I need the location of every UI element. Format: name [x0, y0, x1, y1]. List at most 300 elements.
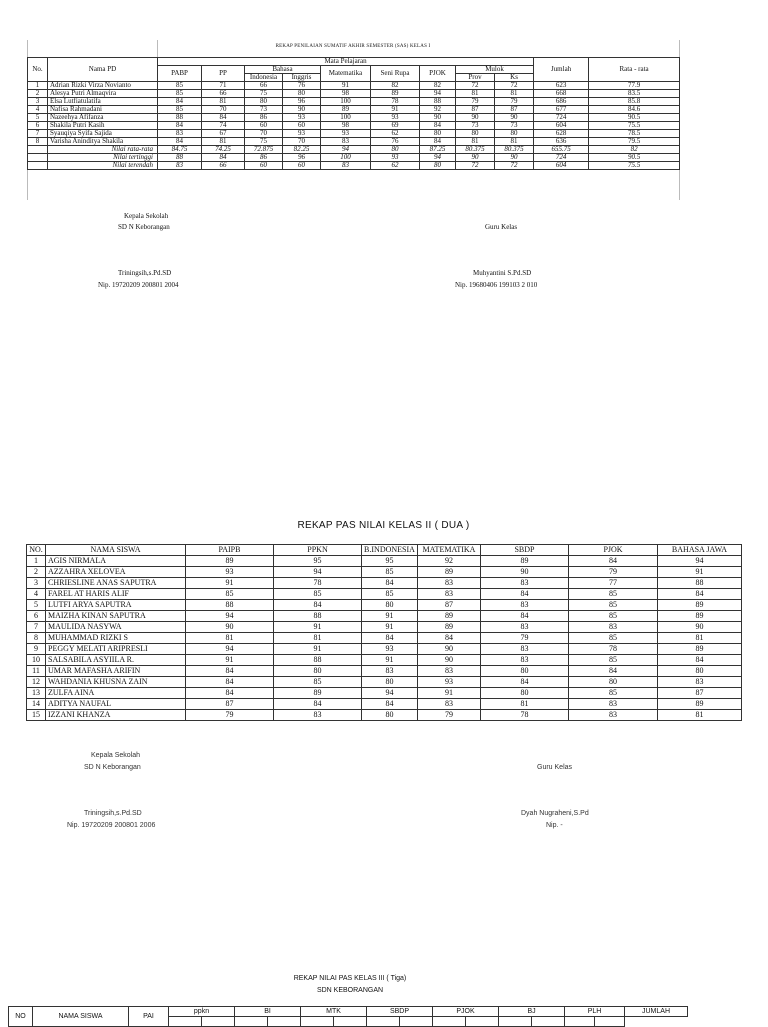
table-cell: 14 [27, 699, 46, 710]
table-cell: 84 [481, 589, 569, 600]
table-cell: 79 [186, 710, 274, 721]
sheet2-guru-nip: Nip. - [546, 822, 563, 829]
sheet1-title: REKAP PENILAIAN SUMATIF AKHIR SEMESTER (SAS) KELAS I [275, 44, 431, 49]
table-cell: 94 [362, 688, 418, 699]
table-cell: 80 [495, 130, 534, 138]
table-cell: 84 [481, 611, 569, 622]
col-ks: Ks [495, 74, 534, 82]
table-cell: 90 [283, 106, 321, 114]
table-row [27, 677, 742, 688]
table-cell: 83 [158, 162, 202, 170]
student-name-cell: AGIS NIRMALA [46, 556, 186, 567]
table-cell: 90 [456, 154, 495, 162]
table-cell: 87 [186, 699, 274, 710]
table-cell: 93 [283, 130, 321, 138]
table-cell: 83 [481, 655, 569, 666]
table-row [27, 710, 742, 721]
table-cell: 668 [534, 90, 589, 98]
table-cell: 5 [28, 114, 48, 122]
table-cell: 636 [534, 138, 589, 146]
table-cell: 89 [186, 556, 274, 567]
table-cell: 89 [418, 622, 481, 633]
student-name-cell: ADITYA NAUFAL [46, 699, 186, 710]
table-cell: 96 [283, 154, 321, 162]
column-header: PJOK [569, 545, 658, 556]
table-cell: 93 [371, 114, 420, 122]
table-cell: 75 [245, 90, 283, 98]
col-ppkn: ppkn [169, 1007, 235, 1017]
table-cell: 85 [186, 589, 274, 600]
table-cell: 83 [481, 644, 569, 655]
table-row [28, 122, 680, 130]
table-cell: 93 [371, 154, 420, 162]
table-cell: 80 [362, 600, 418, 611]
table-cell: 85 [274, 589, 362, 600]
table-row [27, 644, 742, 655]
table-cell: 83 [569, 699, 658, 710]
table-cell: 89 [371, 90, 420, 98]
table-cell: 89 [274, 688, 362, 699]
table-cell: 9 [27, 644, 46, 655]
table-cell: 91 [362, 611, 418, 622]
col-inggris: Inggris [283, 74, 321, 82]
table-row [28, 90, 680, 98]
table-cell: 79 [481, 633, 569, 644]
table-cell: 84.6 [589, 106, 680, 114]
table-cell: 83 [321, 162, 371, 170]
table-cell: 80 [362, 710, 418, 721]
col-senirupa: Seni Rupa [371, 66, 420, 82]
table-cell: 75 [245, 138, 283, 146]
summary-row [28, 154, 680, 162]
table-cell: 84 [274, 699, 362, 710]
table-cell: 85.8 [589, 98, 680, 106]
table-cell: 84 [158, 98, 202, 106]
table-row [27, 556, 742, 567]
table-cell: 89 [321, 106, 371, 114]
table-cell: 623 [534, 82, 589, 90]
table-cell: 80 [371, 146, 420, 154]
table-cell: 94 [186, 611, 274, 622]
table-row [28, 138, 680, 146]
table-cell: 70 [245, 130, 283, 138]
table-cell: 85 [158, 90, 202, 98]
table-cell: 81 [658, 633, 742, 644]
table-row [27, 600, 742, 611]
table-cell: 72.875 [245, 146, 283, 154]
table-cell: 86 [245, 154, 283, 162]
table-cell: 88 [274, 655, 362, 666]
table-cell: 80.375 [495, 146, 534, 154]
summary-row [28, 146, 680, 154]
col-mulok: Mulok [456, 66, 534, 74]
col-jumlah: JUMLAH [625, 1007, 688, 1017]
col-pai: PAI [129, 1007, 169, 1027]
table-cell: 604 [534, 122, 589, 130]
sheet2-guru-name: Dyah Nugraheni,S.Pd [521, 810, 589, 817]
table-cell: 7 [28, 130, 48, 138]
table-cell: 90 [495, 154, 534, 162]
table-row [27, 567, 742, 578]
subcell [532, 1017, 565, 1027]
table-cell: 80 [569, 677, 658, 688]
col-bj: BJ [499, 1007, 565, 1017]
student-name-cell: AZZAHRA XELOVEA [46, 567, 186, 578]
table-cell: 84 [202, 114, 245, 122]
table-cell: 81 [658, 710, 742, 721]
table-cell: 85 [362, 589, 418, 600]
table-cell: 724 [534, 114, 589, 122]
table-cell: 81 [495, 138, 534, 146]
table-cell: 91 [362, 622, 418, 633]
table-cell: 84.75 [158, 146, 202, 154]
sheet1-kepala-nip: Nip. 19720209 200801 2004 [98, 281, 179, 289]
col-mtk: Matematika [321, 66, 371, 82]
table-cell: 60 [283, 122, 321, 130]
table-cell: 91 [658, 567, 742, 578]
table-cell: 85 [569, 600, 658, 611]
table-cell: 628 [534, 130, 589, 138]
sheet2-kepala-nip: Nip. 19720209 200801 2006 [67, 822, 156, 829]
table-cell: 80 [420, 162, 456, 170]
sheet1-kepala-name: Triningsih,s.Pd.SD [118, 269, 172, 277]
table-cell: 90.5 [589, 114, 680, 122]
column-header: BAHASA JAWA [658, 545, 742, 556]
table-cell: 87.25 [420, 146, 456, 154]
table-cell: 90 [186, 622, 274, 633]
col-indo: Indonesia [245, 74, 283, 82]
table-cell: 84 [569, 556, 658, 567]
table-cell: 81 [456, 90, 495, 98]
table-cell: 84 [186, 677, 274, 688]
table-cell: 83 [418, 666, 481, 677]
table-cell [28, 154, 48, 162]
table-row [27, 578, 742, 589]
table-cell: 91 [321, 82, 371, 90]
table-cell: 6 [27, 611, 46, 622]
sheet2-school: SD N Keborangan [84, 764, 141, 771]
table-cell: 72 [456, 82, 495, 90]
table-cell: 85 [158, 106, 202, 114]
table-cell: 91 [186, 655, 274, 666]
col-pjok: PJOK [433, 1007, 499, 1017]
subcell [334, 1017, 367, 1027]
table-cell: 604 [534, 162, 589, 170]
sheet2-kepala-name: Triningsih,s.Pd.SD [84, 810, 142, 817]
subcell [301, 1017, 334, 1027]
table-cell: 83 [569, 622, 658, 633]
table-cell: 90 [495, 114, 534, 122]
table-cell: 85 [362, 567, 418, 578]
table-cell: 100 [321, 114, 371, 122]
table-cell: 83 [274, 710, 362, 721]
subcell [499, 1017, 532, 1027]
table-cell: 83 [362, 666, 418, 677]
table-row [27, 666, 742, 677]
table-cell: 677 [534, 106, 589, 114]
sheet2-guru-label: Guru Kelas [537, 764, 573, 771]
table-cell: 724 [534, 154, 589, 162]
table-cell: 11 [27, 666, 46, 677]
table-cell: 84 [202, 154, 245, 162]
table-cell: 87 [418, 600, 481, 611]
table-cell: 73 [245, 106, 283, 114]
subcell [202, 1017, 235, 1027]
table-cell: 71 [202, 82, 245, 90]
table-cell: 94 [658, 556, 742, 567]
table-cell: 100 [321, 98, 371, 106]
subcell [235, 1017, 268, 1027]
col-pabp: PABP [158, 66, 202, 82]
table-cell: 78.5 [589, 130, 680, 138]
student-name-cell: WAHDANIA KHUSNA ZAIN [46, 677, 186, 688]
table-cell: 15 [27, 710, 46, 721]
table-cell: 69 [371, 122, 420, 130]
table-cell: 60 [245, 122, 283, 130]
table-cell: 91 [274, 622, 362, 633]
student-name-cell: Nafisa Rahmadani [48, 106, 158, 114]
column-header: PAIPB [186, 545, 274, 556]
sheet3-title: REKAP NILAI PAS KELAS III ( Tiga) [293, 975, 407, 982]
student-name-cell: Adrian Rizki Virza Novianto [48, 82, 158, 90]
table-cell: 84 [274, 600, 362, 611]
table-cell [28, 162, 48, 170]
table-row [27, 611, 742, 622]
table-row [27, 688, 742, 699]
table-cell: 79.5 [589, 138, 680, 146]
table-cell: 85 [569, 611, 658, 622]
sheet1-school: SD N Keborangan [118, 223, 170, 231]
table-cell: 79 [418, 710, 481, 721]
table-cell: 96 [283, 98, 321, 106]
table-cell: 90 [420, 114, 456, 122]
table-cell: 94 [186, 644, 274, 655]
student-name-cell: MAIZHA KINAN SAPUTRA [46, 611, 186, 622]
table-cell: 3 [28, 98, 48, 106]
table-cell: 89 [658, 600, 742, 611]
table-row [28, 98, 680, 106]
table-cell: 88 [420, 98, 456, 106]
col-no: NO [9, 1007, 33, 1027]
table-cell: 78 [274, 578, 362, 589]
table-cell: 90 [481, 567, 569, 578]
table-cell: 94 [274, 567, 362, 578]
table-cell: 8 [27, 633, 46, 644]
sheet2-title: REKAP PAS NILAI KELAS II ( DUA ) [297, 520, 470, 531]
table-cell: 75.5 [589, 162, 680, 170]
subcell [433, 1017, 466, 1027]
table-row [28, 130, 680, 138]
table-cell: 66 [202, 162, 245, 170]
table-cell: 83.5 [589, 90, 680, 98]
table-cell: 78 [371, 98, 420, 106]
student-name-cell: PEGGY MELATI ARIPRESLI [46, 644, 186, 655]
table-cell: 87 [456, 106, 495, 114]
table-cell: 82 [589, 146, 680, 154]
table-cell: 85 [569, 655, 658, 666]
col-jumlah: Jumlah [534, 58, 589, 82]
column-header: B.INDONESIA [362, 545, 418, 556]
sheet1-guru-label: Guru Kelas [485, 223, 518, 231]
table-cell: 95 [274, 556, 362, 567]
table-cell: 84 [362, 578, 418, 589]
table-cell: 88 [158, 154, 202, 162]
table-cell: 82 [371, 82, 420, 90]
table-cell: 84 [186, 688, 274, 699]
table-cell: 62 [371, 130, 420, 138]
sheet2-body [27, 556, 742, 721]
table-row [27, 622, 742, 633]
summary-row [28, 162, 680, 170]
table-cell: 90 [456, 114, 495, 122]
table-cell: 74.25 [202, 146, 245, 154]
table-cell: 79 [495, 98, 534, 106]
col-mapel: Mata Pelajaran [158, 58, 534, 66]
sheet3-school: SDN KEBORANGAN [316, 987, 384, 994]
table-cell: 83 [658, 677, 742, 688]
table-cell: 62 [371, 162, 420, 170]
table-cell: 81 [202, 138, 245, 146]
col-pjok: PJOK [420, 66, 456, 82]
table-cell: 98 [321, 122, 371, 130]
table-row [27, 589, 742, 600]
student-name-cell: Shakila Putri Kasih [48, 122, 158, 130]
student-name-cell: MUHAMMAD RIZKI S [46, 633, 186, 644]
col-bi: BI [235, 1007, 301, 1017]
table-cell: 60 [245, 162, 283, 170]
table-cell: 79 [456, 98, 495, 106]
student-name-cell: Varisha Aninditya Shakila [48, 138, 158, 146]
col-rata: Rata - rata [589, 58, 680, 82]
col-no: No. [28, 58, 48, 82]
student-name-cell: ZULFA AINA [46, 688, 186, 699]
table-cell: 84 [158, 138, 202, 146]
table-cell: 81 [481, 699, 569, 710]
sheet1-body [28, 82, 680, 170]
table-cell: 95 [362, 556, 418, 567]
table-cell: 80 [362, 677, 418, 688]
table-cell: 80 [245, 98, 283, 106]
table-cell: 83 [418, 699, 481, 710]
table-cell: 75.5 [589, 122, 680, 130]
table-cell: 78 [481, 710, 569, 721]
table-cell: 81 [456, 138, 495, 146]
student-name-cell: UMAR MAFASHA ARIFIN [46, 666, 186, 677]
table-cell: 4 [27, 589, 46, 600]
table-cell: 87 [495, 106, 534, 114]
table-cell: 80 [658, 666, 742, 677]
table-cell: 83 [418, 578, 481, 589]
table-cell [28, 146, 48, 154]
sheet1-kepala-label: Kepala Sekolah [124, 212, 169, 220]
column-header: SBDP [481, 545, 569, 556]
table-cell: 70 [283, 138, 321, 146]
sheet2-header-row [27, 545, 742, 556]
table-cell: 5 [27, 600, 46, 611]
subcell [466, 1017, 499, 1027]
table-cell: 80 [420, 130, 456, 138]
table-cell: 655.75 [534, 146, 589, 154]
sheet2-table [26, 544, 742, 721]
table-cell: 72 [495, 82, 534, 90]
subcell [367, 1017, 400, 1027]
table-cell: 91 [362, 655, 418, 666]
table-cell: 80 [274, 666, 362, 677]
col-name: NAMA SISWA [33, 1007, 129, 1027]
table-cell: 89 [418, 611, 481, 622]
table-cell: 80 [283, 90, 321, 98]
table-cell: 13 [27, 688, 46, 699]
table-cell: 84 [158, 122, 202, 130]
table-cell: 93 [283, 114, 321, 122]
table-cell: 84 [481, 677, 569, 688]
table-cell: 80 [456, 130, 495, 138]
table-cell: 84 [658, 655, 742, 666]
table-cell: 73 [495, 122, 534, 130]
table-cell: 94 [420, 154, 456, 162]
student-name-cell: Elsa Lutfiatulatifa [48, 98, 158, 106]
student-name-cell: LUTFI ARYA SAPUTRA [46, 600, 186, 611]
col-prov: Prov [456, 74, 495, 82]
table-cell: 85 [569, 688, 658, 699]
table-cell: 72 [456, 162, 495, 170]
table-cell: 92 [420, 106, 456, 114]
table-cell: 2 [28, 90, 48, 98]
table-cell: 73 [456, 122, 495, 130]
table-cell: 83 [569, 710, 658, 721]
table-cell: 84 [658, 589, 742, 600]
table-cell: 6 [28, 122, 48, 130]
table-cell: 91 [371, 106, 420, 114]
table-cell: 85 [569, 589, 658, 600]
col-sbdp: SBDP [367, 1007, 433, 1017]
summary-label: Nilai rata-rata [48, 146, 158, 154]
subcell [169, 1017, 202, 1027]
student-name-cell: Nazeehya Afifanza [48, 114, 158, 122]
col-plh: PLH [565, 1007, 625, 1017]
table-cell: 89 [658, 699, 742, 710]
table-cell: 77 [569, 578, 658, 589]
table-cell: 85 [274, 677, 362, 688]
table-cell: 94 [321, 146, 371, 154]
table-cell: 77.9 [589, 82, 680, 90]
table-cell: 2 [27, 567, 46, 578]
table-cell: 81 [274, 633, 362, 644]
table-cell: 7 [27, 622, 46, 633]
table-cell: 60 [283, 162, 321, 170]
table-cell: 80.375 [456, 146, 495, 154]
table-cell: 87 [658, 688, 742, 699]
table-cell: 91 [418, 688, 481, 699]
column-header: MATEMATIKA [418, 545, 481, 556]
column-header: NAMA SISWA [46, 545, 186, 556]
summary-label: Nilai terendah [48, 162, 158, 170]
table-row [28, 114, 680, 122]
table-cell: 83 [481, 578, 569, 589]
table-cell: 90 [418, 655, 481, 666]
student-name-cell: MAULIDA NASYWA [46, 622, 186, 633]
table-cell: 81 [186, 633, 274, 644]
table-cell: 84 [362, 633, 418, 644]
table-cell: 81 [202, 98, 245, 106]
col-name: Nama PD [48, 58, 158, 82]
table-cell: 1 [28, 82, 48, 90]
table-cell: 82.25 [283, 146, 321, 154]
table-cell: 89 [418, 567, 481, 578]
table-row [27, 655, 742, 666]
table-cell: 67 [202, 130, 245, 138]
sheet2-kepala-label: Kepala Sekolah [91, 752, 141, 759]
